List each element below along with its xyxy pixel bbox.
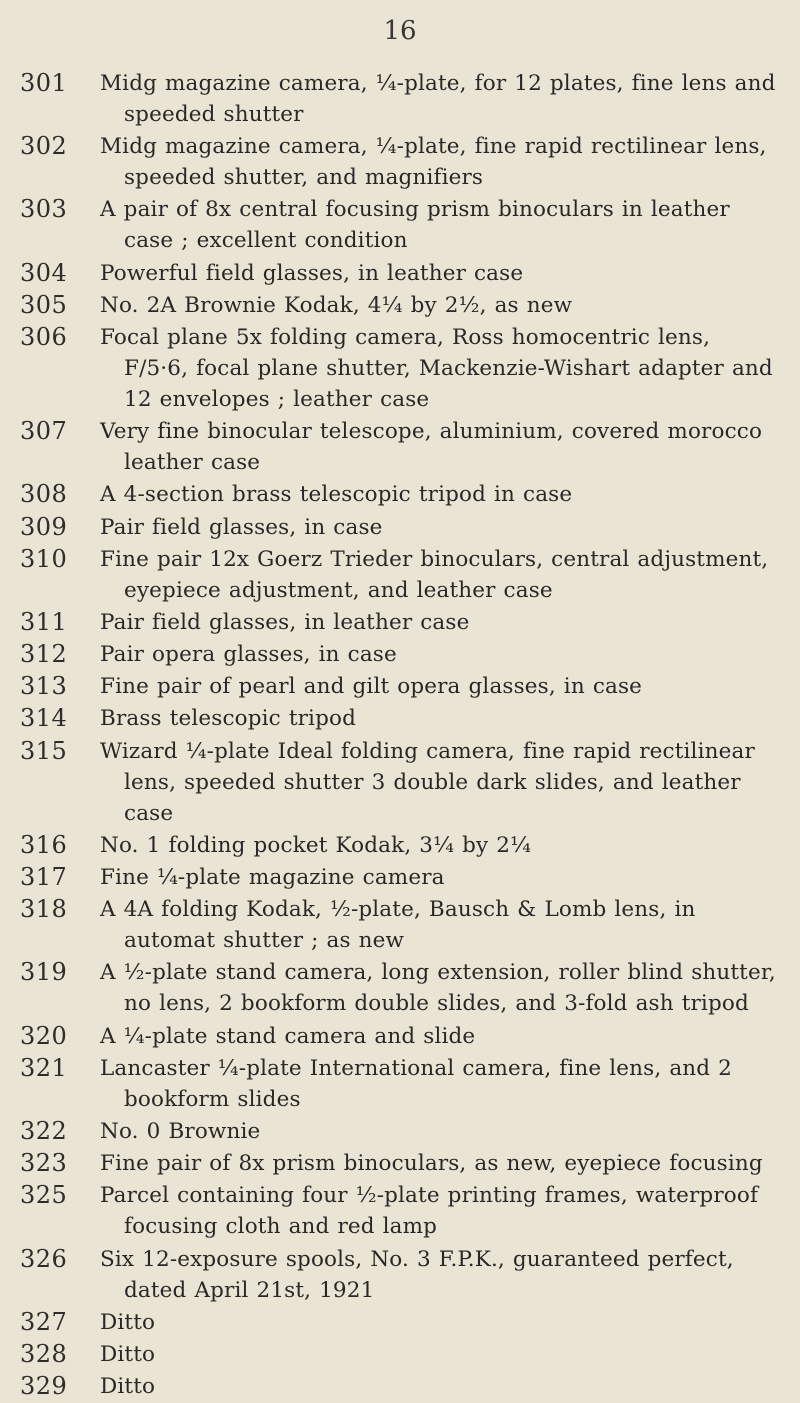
lot-number: 301 — [20, 69, 68, 97]
lot-description: Ditto — [100, 1309, 156, 1335]
lot-entry — [20, 131, 780, 193]
lot-description: Fine pair 12x Goerz Trieder binoculars, central adjustment, eyepiece adjustment, and leather case — [100, 546, 769, 603]
lot-entry — [20, 290, 780, 321]
lot-description: Focal plane 5x folding camera, Ross homocentric lens, F/5·6, focal plane shutter, Mackenzie-Wishart adapter and 12 envelopes ; leather case — [100, 324, 773, 412]
lot-description: Brass telescopic tripod — [100, 706, 357, 732]
page-number: 16 — [383, 16, 417, 46]
lot-entry — [20, 703, 780, 734]
lot-entry — [20, 607, 780, 638]
lot-number: 304 — [20, 258, 68, 287]
lot-entry — [20, 894, 780, 956]
lot-number: 321 — [20, 1053, 68, 1082]
lot-entry — [20, 1371, 780, 1402]
lot-entry — [20, 671, 780, 702]
lot-entry — [20, 1180, 780, 1242]
lot-entry — [20, 1244, 780, 1306]
lot-description: A ¼-plate stand camera and slide — [100, 1023, 476, 1049]
lot-description: Ditto — [100, 1341, 156, 1367]
lot-entry — [20, 544, 780, 606]
lot-number: 313 — [20, 672, 68, 701]
lot-description: A pair of 8x central focusing prism binoculars in leather case ; excellent condition — [100, 197, 730, 254]
lot-description: Very fine binocular telescope, aluminium, covered morocco leather case — [100, 419, 763, 476]
lot-description: Fine pair of 8x prism binoculars, as new, eyepiece focusing — [100, 1151, 763, 1177]
lot-number: 305 — [20, 290, 68, 319]
lot-entry — [20, 1339, 780, 1370]
lot-number: 320 — [20, 1021, 68, 1050]
lot-list — [20, 68, 780, 1403]
lot-number: 317 — [20, 863, 68, 891]
lot-entry — [20, 322, 780, 415]
lot-description: Fine pair of pearl and gilt opera glasses, in case — [100, 674, 643, 700]
lot-description: Pair opera glasses, in case — [100, 642, 397, 668]
lot-entry — [20, 479, 780, 510]
lot-entry — [20, 416, 780, 478]
lot-number: 327 — [20, 1307, 68, 1336]
lot-number: 323 — [20, 1149, 68, 1178]
lot-description: Fine ¼-plate magazine camera — [100, 865, 445, 890]
lot-number: 306 — [20, 322, 68, 351]
lot-entry — [20, 830, 780, 861]
lot-number: 312 — [20, 640, 68, 669]
lot-description: Pair field glasses, in leather case — [100, 609, 470, 635]
lot-entry — [20, 862, 780, 893]
lot-number: 328 — [20, 1339, 68, 1368]
lot-entry — [20, 512, 780, 543]
lot-number: 326 — [20, 1244, 68, 1273]
lot-entry — [20, 1053, 780, 1115]
lot-number: 318 — [20, 895, 68, 924]
lot-description: Lancaster ¼-plate International camera, fine lens, and 2 bookform slides — [100, 1055, 733, 1112]
lot-description: Powerful field glasses, in leather case — [100, 260, 524, 286]
lot-description: Midg magazine camera, ¼-plate, for 12 plates, fine lens and speeded shutter — [100, 71, 776, 127]
lot-number: 309 — [20, 512, 68, 541]
lot-number: 329 — [20, 1372, 68, 1401]
lot-description: No. 1 folding pocket Kodak, 3¼ by 2¼ — [100, 832, 532, 858]
lot-entry — [20, 1148, 780, 1179]
lot-description: A 4-section brass telescopic tripod in case — [100, 482, 573, 508]
lot-number: 322 — [20, 1116, 68, 1145]
lot-description: A 4A folding Kodak, ½-plate, Bausch & Lomb lens, in automat shutter ; as new — [100, 897, 696, 954]
lot-number: 319 — [20, 958, 68, 987]
lot-description: Midg magazine camera, ¼-plate, fine rapid rectilinear lens, speeded shutter, and magnifiers — [100, 134, 767, 191]
lot-description: Pair field glasses, in case — [100, 514, 383, 540]
lot-description: Parcel containing four ½-plate printing frames, waterproof focusing cloth and red lamp — [100, 1183, 759, 1240]
lot-number: 314 — [20, 704, 68, 733]
lot-entry — [20, 1307, 780, 1338]
lot-description: No. 2A Brownie Kodak, 4¼ by 2½, as new — [100, 292, 573, 318]
lot-number: 302 — [20, 132, 68, 161]
lot-number: 315 — [20, 736, 68, 765]
lot-number: 307 — [20, 417, 68, 446]
lot-entry — [20, 258, 780, 289]
lot-entry — [20, 194, 780, 256]
lot-number: 310 — [20, 544, 68, 573]
lot-entry — [20, 68, 780, 130]
lot-description: Wizard ¼-plate Ideal folding camera, fine rapid rectilinear lens, speeded shutter 3 double dark slides, and leather case — [100, 738, 755, 826]
lot-number: 311 — [20, 607, 68, 636]
lot-description: No. 0 Brownie — [100, 1118, 261, 1144]
lot-description: A ½-plate stand camera, long extension, roller blind shutter, no lens, 2 bookform double slides, and 3-fold ash tripod — [100, 960, 776, 1017]
lot-number: 316 — [20, 830, 68, 859]
lot-entry — [20, 736, 780, 829]
lot-number: 308 — [20, 480, 68, 509]
lot-description: Six 12-exposure spools, No. 3 F.P.K., guaranteed perfect, dated April 21st, 1921 — [100, 1246, 734, 1303]
lot-entry — [20, 1021, 780, 1052]
lot-entry — [20, 1116, 780, 1147]
lot-number: 303 — [20, 195, 68, 224]
lot-entry — [20, 639, 780, 670]
lot-number: 325 — [20, 1181, 68, 1210]
lot-entry — [20, 957, 780, 1019]
lot-description: Ditto — [100, 1374, 156, 1400]
